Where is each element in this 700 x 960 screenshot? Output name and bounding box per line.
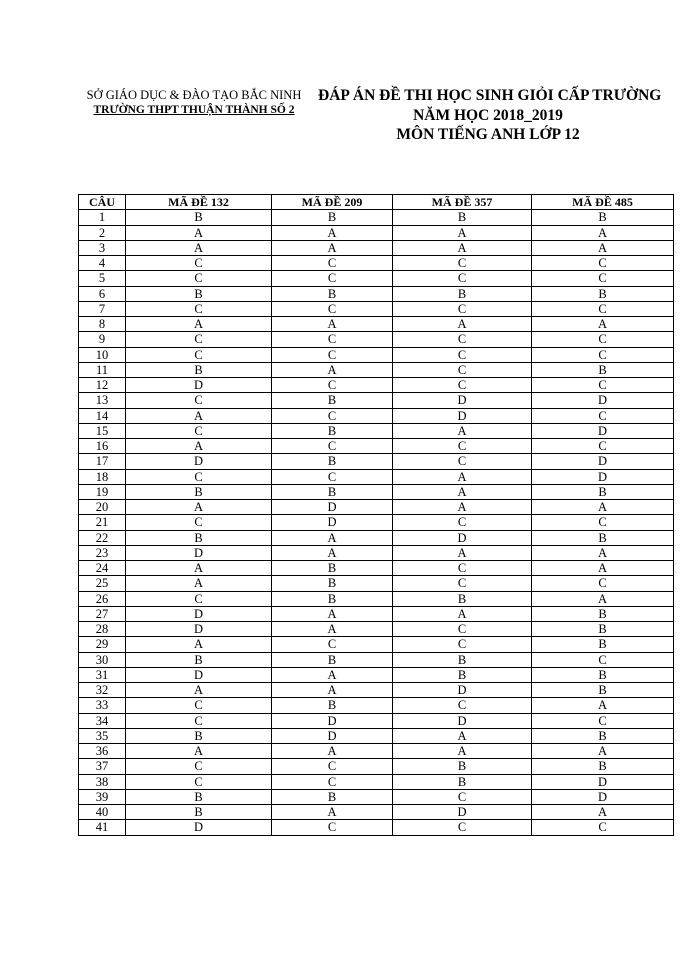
answer-cell-132: D <box>126 545 272 560</box>
answer-cell-357: C <box>393 362 532 377</box>
answer-cell-132: A <box>126 317 272 332</box>
department-name: SỞ GIÁO DỤC & ĐÀO TẠO BẮC NINH <box>86 88 302 102</box>
answer-cell-209: C <box>272 301 393 316</box>
answer-cell-485: A <box>532 240 674 255</box>
answer-cell-209: A <box>272 667 393 682</box>
answer-cell-485: B <box>532 362 674 377</box>
question-number-cell: 20 <box>79 500 126 515</box>
answer-cell-485: B <box>532 683 674 698</box>
table-row <box>79 500 674 515</box>
answer-cell-357: B <box>393 759 532 774</box>
question-number-cell: 13 <box>79 393 126 408</box>
answer-cell-357: A <box>393 225 532 240</box>
answer-cell-357: C <box>393 637 532 652</box>
answer-cell-209: A <box>272 530 393 545</box>
answer-cell-132: C <box>126 515 272 530</box>
answer-cell-485: C <box>532 256 674 271</box>
answer-cell-357: B <box>393 652 532 667</box>
answer-cell-357: C <box>393 515 532 530</box>
answer-cell-485: C <box>532 301 674 316</box>
answer-cell-357: B <box>393 286 532 301</box>
answer-cell-209: C <box>272 439 393 454</box>
answer-cell-132: A <box>126 408 272 423</box>
table-row <box>79 423 674 438</box>
answer-cell-209: B <box>272 286 393 301</box>
answer-cell-357: C <box>393 347 532 362</box>
answer-cell-132: B <box>126 728 272 743</box>
answer-cell-209: B <box>272 210 393 225</box>
answer-cell-357: A <box>393 240 532 255</box>
answer-cell-209: B <box>272 652 393 667</box>
answer-cell-209: C <box>272 820 393 835</box>
table-row <box>79 332 674 347</box>
question-number-cell: 4 <box>79 256 126 271</box>
answer-cell-209: A <box>272 240 393 255</box>
question-number-cell: 9 <box>79 332 126 347</box>
answer-cell-357: A <box>393 423 532 438</box>
answer-cell-357: A <box>393 728 532 743</box>
column-header-code-209: MÃ ĐỀ 209 <box>272 195 393 210</box>
answer-cell-132: D <box>126 378 272 393</box>
answer-cell-357: C <box>393 454 532 469</box>
answer-cell-209: C <box>272 759 393 774</box>
answer-cell-357: A <box>393 545 532 560</box>
answer-cell-132: C <box>126 591 272 606</box>
answer-cell-209: B <box>272 591 393 606</box>
answer-cell-485: A <box>532 805 674 820</box>
answer-cell-132: C <box>126 256 272 271</box>
answer-cell-485: D <box>532 393 674 408</box>
answer-cell-357: C <box>393 378 532 393</box>
question-number-cell: 32 <box>79 683 126 698</box>
question-number-cell: 31 <box>79 667 126 682</box>
answer-cell-485: B <box>532 667 674 682</box>
answer-cell-132: D <box>126 622 272 637</box>
table-row <box>79 713 674 728</box>
answer-cell-485: B <box>532 759 674 774</box>
answer-cell-357: C <box>393 256 532 271</box>
answer-cell-357: C <box>393 332 532 347</box>
answer-cell-357: C <box>393 789 532 804</box>
question-number-cell: 37 <box>79 759 126 774</box>
answer-cell-132: B <box>126 652 272 667</box>
question-number-cell: 6 <box>79 286 126 301</box>
answer-cell-485: D <box>532 789 674 804</box>
answer-cell-357: A <box>393 317 532 332</box>
table-row <box>79 240 674 255</box>
answer-cell-485: B <box>532 606 674 621</box>
table-row <box>79 469 674 484</box>
answer-cell-132: A <box>126 744 272 759</box>
question-number-cell: 5 <box>79 271 126 286</box>
table-row <box>79 728 674 743</box>
answer-cell-357: B <box>393 591 532 606</box>
question-number-cell: 22 <box>79 530 126 545</box>
answer-cell-209: C <box>272 774 393 789</box>
answer-cell-132: C <box>126 332 272 347</box>
answer-cell-132: A <box>126 561 272 576</box>
question-number-cell: 30 <box>79 652 126 667</box>
answer-cell-132: C <box>126 759 272 774</box>
column-header-code-485: MÃ ĐỀ 485 <box>532 195 674 210</box>
answer-cell-132: A <box>126 576 272 591</box>
answer-cell-485: B <box>532 530 674 545</box>
question-number-cell: 10 <box>79 347 126 362</box>
question-number-cell: 16 <box>79 439 126 454</box>
answer-cell-209: C <box>272 347 393 362</box>
question-number-cell: 17 <box>79 454 126 469</box>
answer-cell-357: A <box>393 500 532 515</box>
answer-cell-485: B <box>532 210 674 225</box>
answer-cell-209: A <box>272 606 393 621</box>
answer-cell-485: B <box>532 637 674 652</box>
answer-cell-209: C <box>272 378 393 393</box>
answer-cell-357: B <box>393 210 532 225</box>
answer-cell-209: B <box>272 423 393 438</box>
table-row <box>79 393 674 408</box>
answer-cell-132: C <box>126 271 272 286</box>
answer-cell-209: A <box>272 225 393 240</box>
issuer-header <box>72 88 316 118</box>
answer-cell-485: C <box>532 713 674 728</box>
answer-cell-209: A <box>272 744 393 759</box>
question-number-cell: 15 <box>79 423 126 438</box>
answer-cell-485: A <box>532 500 674 515</box>
answer-cell-209: A <box>272 362 393 377</box>
answer-cell-357: C <box>393 439 532 454</box>
table-row <box>79 256 674 271</box>
table-row <box>79 301 674 316</box>
answer-cell-357: B <box>393 667 532 682</box>
answer-cell-132: C <box>126 713 272 728</box>
question-number-cell: 24 <box>79 561 126 576</box>
table-row <box>79 606 674 621</box>
table-row <box>79 362 674 377</box>
answer-cell-485: A <box>532 545 674 560</box>
table-row <box>79 210 674 225</box>
answer-cell-485: C <box>532 378 674 393</box>
table-row <box>79 225 674 240</box>
question-number-cell: 12 <box>79 378 126 393</box>
title-line-3: MÔN TIẾNG ANH LỚP 12 <box>396 126 580 143</box>
table-row <box>79 439 674 454</box>
answer-cell-357: D <box>393 713 532 728</box>
answer-cell-209: D <box>272 713 393 728</box>
question-number-cell: 41 <box>79 820 126 835</box>
table-row <box>79 759 674 774</box>
table-row <box>79 317 674 332</box>
answer-cell-209: B <box>272 561 393 576</box>
answer-cell-132: C <box>126 698 272 713</box>
table-row <box>79 774 674 789</box>
answer-cell-357: D <box>393 530 532 545</box>
answer-cell-357: D <box>393 683 532 698</box>
answer-cell-132: C <box>126 347 272 362</box>
answer-cell-485: B <box>532 622 674 637</box>
answer-cell-357: C <box>393 271 532 286</box>
answer-cell-209: A <box>272 622 393 637</box>
answer-cell-132: D <box>126 606 272 621</box>
answer-cell-209: B <box>272 698 393 713</box>
question-number-cell: 19 <box>79 484 126 499</box>
answer-cell-132: B <box>126 484 272 499</box>
table-row <box>79 515 674 530</box>
table-row <box>79 805 674 820</box>
answer-cell-209: D <box>272 728 393 743</box>
table-row <box>79 667 674 682</box>
school-name: TRƯỜNG THPT THUẬN THÀNH SỐ 2 <box>93 104 295 116</box>
answer-cell-485: A <box>532 591 674 606</box>
answer-cell-209: C <box>272 408 393 423</box>
table-row <box>79 744 674 759</box>
answer-cell-485: C <box>532 576 674 591</box>
answer-cell-132: B <box>126 362 272 377</box>
answer-cell-132: B <box>126 530 272 545</box>
question-number-cell: 27 <box>79 606 126 621</box>
answer-cell-485: D <box>532 774 674 789</box>
question-number-cell: 29 <box>79 637 126 652</box>
table-row <box>79 347 674 362</box>
answer-cell-209: B <box>272 789 393 804</box>
answer-cell-209: B <box>272 576 393 591</box>
question-number-cell: 38 <box>79 774 126 789</box>
question-number-cell: 23 <box>79 545 126 560</box>
question-number-cell: 33 <box>79 698 126 713</box>
question-number-cell: 14 <box>79 408 126 423</box>
question-number-cell: 21 <box>79 515 126 530</box>
answer-cell-357: C <box>393 698 532 713</box>
table-row <box>79 378 674 393</box>
column-header-code-357: MÃ ĐỀ 357 <box>393 195 532 210</box>
answer-cell-209: B <box>272 393 393 408</box>
answer-cell-485: B <box>532 484 674 499</box>
table-row <box>79 286 674 301</box>
answer-cell-209: C <box>272 469 393 484</box>
answer-cell-132: A <box>126 500 272 515</box>
answer-cell-209: B <box>272 454 393 469</box>
table-row <box>79 271 674 286</box>
answer-cell-485: C <box>532 515 674 530</box>
answer-cell-132: C <box>126 469 272 484</box>
answer-cell-209: D <box>272 515 393 530</box>
answer-cell-357: A <box>393 469 532 484</box>
question-number-cell: 34 <box>79 713 126 728</box>
answer-cell-132: C <box>126 423 272 438</box>
answer-cell-132: B <box>126 805 272 820</box>
answer-cell-132: D <box>126 667 272 682</box>
answer-cell-132: A <box>126 439 272 454</box>
table-row <box>79 820 674 835</box>
answer-cell-357: C <box>393 622 532 637</box>
question-number-cell: 28 <box>79 622 126 637</box>
answer-cell-209: C <box>272 256 393 271</box>
table-row <box>79 545 674 560</box>
table-row <box>79 408 674 423</box>
answer-cell-485: B <box>532 728 674 743</box>
table-row <box>79 698 674 713</box>
answer-cell-357: C <box>393 820 532 835</box>
answer-cell-132: C <box>126 393 272 408</box>
table-row <box>79 591 674 606</box>
answer-cell-357: D <box>393 393 532 408</box>
answer-cell-132: B <box>126 210 272 225</box>
answer-cell-209: C <box>272 332 393 347</box>
table-row <box>79 530 674 545</box>
answer-cell-485: A <box>532 698 674 713</box>
question-number-cell: 26 <box>79 591 126 606</box>
table-row <box>79 789 674 804</box>
answer-cell-485: C <box>532 408 674 423</box>
answer-cell-132: C <box>126 301 272 316</box>
answer-cell-132: A <box>126 637 272 652</box>
answer-cell-485: A <box>532 225 674 240</box>
answer-cell-132: A <box>126 683 272 698</box>
answer-cell-357: A <box>393 606 532 621</box>
answer-cell-485: C <box>532 652 674 667</box>
answer-cell-485: A <box>532 744 674 759</box>
question-number-cell: 36 <box>79 744 126 759</box>
question-number-cell: 8 <box>79 317 126 332</box>
table-row <box>79 652 674 667</box>
answer-cell-357: B <box>393 774 532 789</box>
answer-cell-357: A <box>393 744 532 759</box>
table-row <box>79 576 674 591</box>
title-line-1: ĐÁP ÁN ĐỀ THI HỌC SINH GIỎI CẤP TRƯỜNG <box>318 87 662 104</box>
table-row <box>79 561 674 576</box>
table-row <box>79 683 674 698</box>
column-header-code-132: MÃ ĐỀ 132 <box>126 195 272 210</box>
question-number-cell: 1 <box>79 210 126 225</box>
answer-cell-485: A <box>532 317 674 332</box>
answer-cell-209: A <box>272 317 393 332</box>
answer-cell-209: B <box>272 484 393 499</box>
answer-cell-357: A <box>393 484 532 499</box>
answer-rows <box>79 210 674 835</box>
document-title <box>318 86 662 145</box>
answer-cell-357: C <box>393 561 532 576</box>
answer-cell-209: A <box>272 545 393 560</box>
answer-cell-485: C <box>532 332 674 347</box>
answer-cell-209: A <box>272 805 393 820</box>
question-number-cell: 18 <box>79 469 126 484</box>
answer-cell-485: D <box>532 423 674 438</box>
answer-cell-485: C <box>532 347 674 362</box>
answer-cell-485: B <box>532 286 674 301</box>
answer-cell-132: A <box>126 240 272 255</box>
answer-cell-132: C <box>126 774 272 789</box>
answer-cell-357: D <box>393 408 532 423</box>
answer-cell-132: A <box>126 225 272 240</box>
question-number-cell: 7 <box>79 301 126 316</box>
answer-cell-485: A <box>532 561 674 576</box>
answer-cell-485: C <box>532 820 674 835</box>
answer-cell-485: D <box>532 469 674 484</box>
answer-cell-485: C <box>532 439 674 454</box>
question-number-cell: 39 <box>79 789 126 804</box>
column-header-question: CÂU <box>79 195 126 210</box>
table-header-row <box>79 195 674 210</box>
title-line-2: NĂM HỌC 2018_2019 <box>413 106 563 124</box>
answer-cell-357: C <box>393 301 532 316</box>
answer-key-table <box>78 194 674 836</box>
question-number-cell: 11 <box>79 362 126 377</box>
question-number-cell: 40 <box>79 805 126 820</box>
question-number-cell: 25 <box>79 576 126 591</box>
answer-cell-132: D <box>126 454 272 469</box>
table-row <box>79 622 674 637</box>
answer-cell-485: C <box>532 271 674 286</box>
table-row <box>79 454 674 469</box>
question-number-cell: 35 <box>79 728 126 743</box>
table-row <box>79 637 674 652</box>
answer-cell-209: C <box>272 637 393 652</box>
answer-cell-357: C <box>393 576 532 591</box>
table-row <box>79 484 674 499</box>
answer-cell-209: C <box>272 271 393 286</box>
answer-cell-132: B <box>126 286 272 301</box>
answer-cell-209: A <box>272 683 393 698</box>
answer-cell-357: D <box>393 805 532 820</box>
answer-cell-209: D <box>272 500 393 515</box>
answer-cell-132: D <box>126 820 272 835</box>
answer-cell-132: B <box>126 789 272 804</box>
question-number-cell: 3 <box>79 240 126 255</box>
question-number-cell: 2 <box>79 225 126 240</box>
answer-cell-485: D <box>532 454 674 469</box>
